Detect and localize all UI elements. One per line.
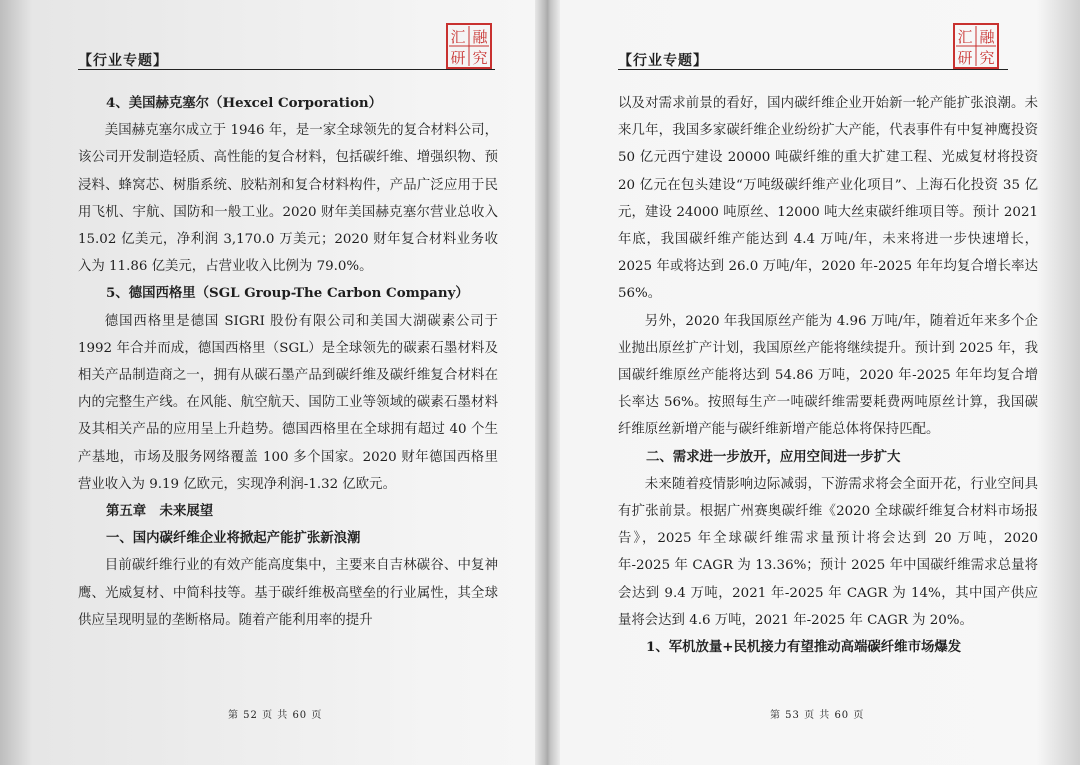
- paragraph: 目前碳纤维行业的有效产能高度集中，主要来自吉林碳谷、中复神鹰、光威复材、中简科技等。基于碳纤维极高壁垒的行业属性，其全球供应呈现明显的垄断格局。随着产能利用率的提升: [78, 558, 498, 628]
- seal-char: 究: [979, 49, 995, 67]
- seal-char: 研: [957, 49, 973, 67]
- paragraph: 另外，2020 年我国原丝产能为 4.96 万吨/年，随着近年来多个企业抛出原丝扩产计划，我国原丝产能将继续提升。预计到 2025 年，我国碳纤维原丝产能将达到 54.86 万吨，2020 年-2025 年年均复合增长率达 56%。按照每生产一吨碳纤维需要耗费两吨原丝计算，我国碳纤维原丝新增产能与碳纤维新增产能总体将保持匹配。: [618, 313, 1038, 438]
- left-page-body: [78, 90, 498, 634]
- right-page: [560, 0, 1050, 765]
- subsection-heading: 1、军机放量+民机接力有望推动高端碳纤维市场爆发: [646, 639, 962, 656]
- seal-char: 融: [472, 28, 488, 46]
- section-label: 【行业专题】: [78, 53, 168, 69]
- paragraph: 美国赫克塞尔成立于 1946 年，是一家全球领先的复合材料公司，该公司开发制造轻质、高性能的复合材料，包括碳纤维、增强织物、预浸料、蜂窝芯、树脂系统、胶粘剂和复合材料构件，产品广泛应用于民用飞机、宇航、国防和一般工业。2020 财年美国赫克塞尔营业总收入 15.02 亿美元，净利润 3,170.0 万美元；2020 财年复合材料业务收入为 11.86 亿美元，占营业收入比例为 79.0%。: [78, 123, 498, 275]
- subsection-heading: 5、德国西格里（SGL Group-The Carbon Company）: [106, 285, 469, 302]
- seal-char: 融: [979, 28, 995, 46]
- paragraph: 未来随着疫情影响边际减弱，下游需求将会全面开花，行业空间具有扩张前景。根据广州赛奥碳纤维《2020 全球碳纤维复合材料市场报告》，2025 年全球碳纤维需求量预计将会达到 20 万吨，2020 年-2025 年 CAGR 为 13.36%；预计 2025 年中国碳纤维需求总量将会达到 9.4 万吨，2021 年-2025 年 CAGR 为 14%，其中国产供应量将会达到 4.6 万吨，2021 年-2025 年 CAGR 为 20%。: [618, 476, 1038, 628]
- section-heading: 一、国内碳纤维企业将掀起产能扩张新浪潮: [106, 530, 361, 547]
- paragraph: 德国西格里是德国 SIGRI 股份有限公司和美国大湖碳素公司于 1992 年合并而成，德国西格里（SGL）是全球领先的碳素石墨材料及相关产品制造商之一，拥有从碳石墨产品到碳纤维及碳纤维复合材料在内的完整生产线。在风能、航空航天、国防工业等领域的碳素石墨材料及其相关产品的应用呈上升趋势。德国西格里在全球拥有超过 40 个生产基地，市场及服务网络覆盖 100 多个国家。2020 财年德国西格里营业收入为 9.19 亿欧元，实现净利润-1.32 亿欧元。: [78, 313, 498, 492]
- paragraph: 以及对需求前景的看好，国内碳纤维企业开始新一轮产能扩张浪潮。未来几年，我国多家碳纤维企业纷纷扩大产能，代表事件有中复神鹰投资 50 亿元西宁建设 20000 吨碳纤维的重大扩建工程、光威复材将投资 20 亿元在包头建设“万吨级碳纤维产业化项目”、上海石化投资 35 亿元，建设 24000 吨原丝、12000 吨大丝束碳纤维项目等。预计 2021 年底，我国碳纤维产能达到 4.4 万吨/年，未来将进一步快速增长，2025 年或将达到 26.0 万吨/年，2020 年-2025 年年均复合增长率达 56%。: [618, 96, 1038, 302]
- right-page-body: [618, 90, 1038, 661]
- book-gutter: [535, 0, 560, 765]
- seal-char: 汇: [450, 28, 466, 46]
- page-footer: 第 53 页 共 60 页: [770, 710, 865, 721]
- header-rule: [618, 69, 1008, 70]
- header-rule: [78, 69, 495, 70]
- section-heading: 二、需求进一步放开，应用空间进一步扩大: [646, 448, 901, 465]
- seal-char: 究: [472, 49, 488, 67]
- huirong-seal-logo: [952, 22, 1000, 70]
- seal-char: 汇: [957, 28, 973, 46]
- subsection-heading: 4、美国赫克塞尔（Hexcel Corporation）: [106, 95, 383, 111]
- left-page: [30, 0, 535, 765]
- chapter-heading: 第五章 未来展望: [106, 503, 214, 520]
- page-footer: 第 52 页 共 60 页: [228, 710, 323, 721]
- huirong-seal-logo: [445, 22, 493, 70]
- seal-char: 研: [450, 49, 466, 67]
- section-label: 【行业专题】: [618, 53, 708, 69]
